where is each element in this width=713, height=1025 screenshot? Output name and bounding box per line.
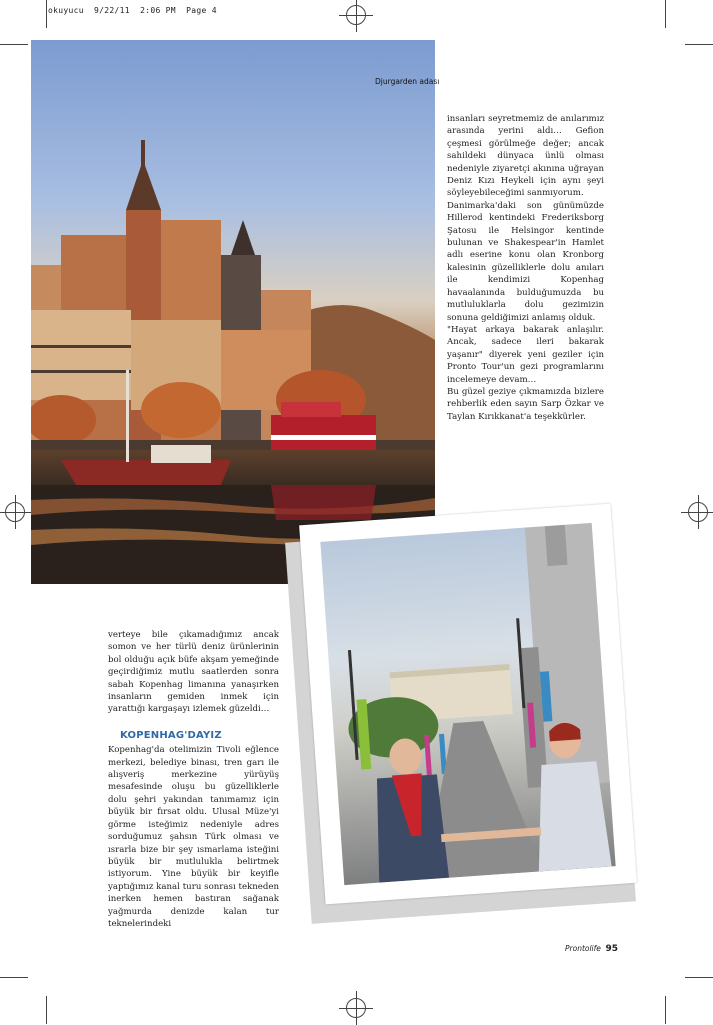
left-text-column [108,629,279,930]
crop-mark [685,44,713,45]
couple-photo-frame [299,504,637,905]
paragraph: "Hayat arkaya bakarak anlaşılır. Ancak, sadece ileri bakarak yaşanır" diyerek yeni geziler için Pronto Tour'un gezi programlarını incelemeye devam… [447,324,604,385]
page-footer [565,944,618,954]
registration-mark [346,5,366,25]
crop-mark [665,0,666,28]
paragraph: verteye bile çıkamadığımız ancak somon ve her türlü deniz ürünlerinin bol olduğu açık büfe akşam yemeğinde geçirdiğimiz mutlu saatlerden sonra sabah Kopenhag limanına yanaşırken insanların gemiden inmek için yarattığı kargaşayı izlemek güzeldi… [108,630,279,715]
registration-mark [346,998,366,1018]
crop-mark [0,977,28,978]
paragraph: Bu güzel geziye çıkmamızda bizlere rehberlik eden sayın Sarp Özkar ve Taylan Kırıkkanat'a teşekkürler. [447,386,604,422]
crop-mark [46,996,47,1024]
couple-street-photo [320,523,615,885]
paragraph: insanları seyretmemiz de anılarımız arasında yerini aldı… Gefion çeşmesi görülmeğe değer; ancak sahildeki dünyaca ünlü olması nedeniyle ziyaretçi akınına uğrayan Deniz Kızı Heykeli için aynı şeyi söyleyebileceğimi sanmıyorum. [447,114,604,199]
crop-mark [46,0,47,28]
photo-caption: Djurgarden adası [375,77,440,86]
paragraph: Danimarka'daki son günümüzde Hillerod kentindeki Frederiksborg Şatosu ile Helsingor kentinde bulunan ve Shakespear'in Hamlet adlı eserine konu olan Kronborg kalesinin güzelliklerle dolu anıları ile kendimizi Kopenhag havaalanında bulduğumuzda bu mutluluklarla dolu gezimizin sonuna geldiğimizi anlamış olduk. [447,200,604,323]
registration-mark [5,502,25,522]
stockholm-harbour-photo [31,40,435,584]
section-heading: KOPENHAG'DAYIZ [120,729,222,741]
right-text-column [447,113,604,423]
paragraph: Kopenhag'da otelimizin Tivoli eğlence merkezi, belediye binası, tren garı ile alışveriş merkezine yürüyüş mesafesinde oluşu bu güzelliklerle dolu şehri yakından tanımamız için büyük bir fırsat oldu. Ulusal Müze'yi görme isteğimiz nedeniyle adres sorduğumuz şahsın Türk olması ve ısrarla bize bir şey ısmarlama isteğini büyük bir mutlulukla belirtmek istiyorum. Yine büyük bir keyifle yaptığımız kanal turu sonrası tekneden inerken hemen bastıran sağanak yağmurda denizde kalan tur teknelerindeki [108,745,279,929]
magazine-brand: Prontolife [565,944,601,953]
print-slug: okuyucu 9/22/11 2:06 PM Page 4 [48,6,217,15]
registration-mark [688,502,708,522]
crop-mark [665,996,666,1024]
crop-mark [0,44,28,45]
page-number: 95 [605,944,618,954]
crop-mark [685,977,713,978]
